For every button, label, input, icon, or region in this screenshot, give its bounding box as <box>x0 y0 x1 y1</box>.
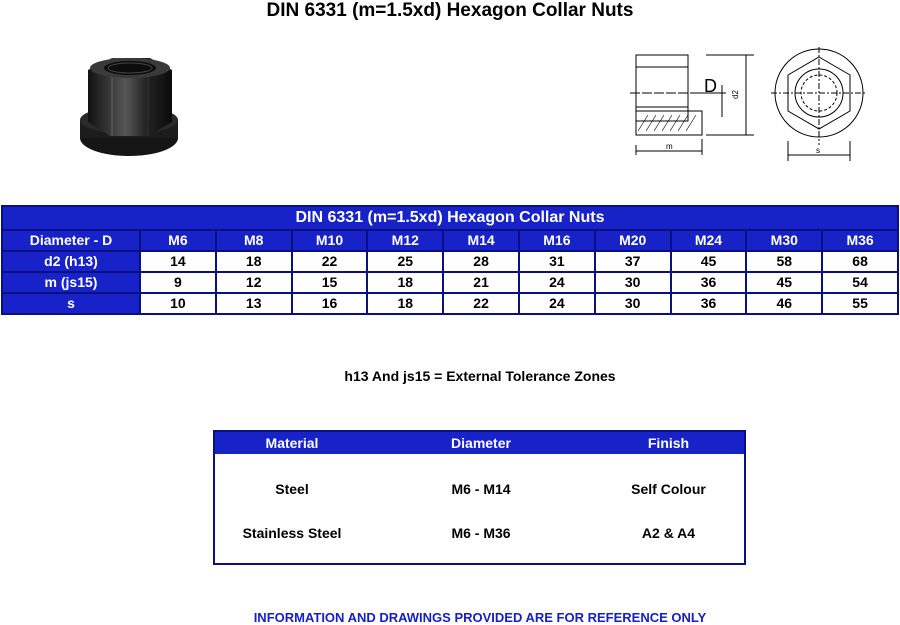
material-cell: Stainless Steel <box>242 525 342 541</box>
finish-cell: Self Colour <box>631 481 706 497</box>
dim-D-label: D <box>704 76 717 96</box>
table-cell: 31 <box>519 251 595 272</box>
diameter-header: Diameter <box>451 435 511 451</box>
dimensions-table <box>1 205 899 315</box>
dim-d2-label: d2 <box>731 90 740 99</box>
material-table <box>213 430 746 565</box>
tolerance-note: h13 And js15 = External Tolerance Zones <box>344 368 616 384</box>
table-cell: 22 <box>443 293 519 314</box>
size-header: M10 <box>292 230 368 251</box>
dim-s-label: s <box>816 146 820 155</box>
size-header: M16 <box>519 230 595 251</box>
row-label: m (js15) <box>2 272 140 293</box>
table-cell: 18 <box>367 293 443 314</box>
table-cell: 54 <box>822 272 898 293</box>
size-header: M20 <box>595 230 671 251</box>
table-cell: 22 <box>292 251 368 272</box>
diameter-label: Diameter - D <box>2 230 140 251</box>
size-header: M12 <box>367 230 443 251</box>
table-cell: 36 <box>671 293 747 314</box>
row-label: s <box>2 293 140 314</box>
table-cell: 18 <box>367 272 443 293</box>
table-cell: 14 <box>140 251 216 272</box>
collar-nut-photo <box>78 50 180 158</box>
table-cell: 58 <box>746 251 822 272</box>
material-header-row <box>215 432 744 454</box>
row-label: d2 (h13) <box>2 251 140 272</box>
table-cell: 30 <box>595 272 671 293</box>
table-cell: 45 <box>671 251 747 272</box>
table-cell: 46 <box>746 293 822 314</box>
size-header: M8 <box>216 230 292 251</box>
table-cell: 55 <box>822 293 898 314</box>
table-row <box>2 251 898 272</box>
size-header: M24 <box>671 230 747 251</box>
finish-header: Finish <box>647 435 690 451</box>
table-cell: 36 <box>671 272 747 293</box>
table-row <box>215 481 744 497</box>
table-cell: 21 <box>443 272 519 293</box>
table-cell: 25 <box>367 251 443 272</box>
material-cell: Steel <box>275 481 309 497</box>
table-cell: 28 <box>443 251 519 272</box>
collar-nut-drawing <box>626 45 866 165</box>
table-cell: 37 <box>595 251 671 272</box>
finish-cell: A2 & A4 <box>641 525 696 541</box>
table-cell: 12 <box>216 272 292 293</box>
table-cell: 13 <box>216 293 292 314</box>
diameter-cell: M6 - M14 <box>451 481 511 497</box>
material-header: Material <box>265 435 319 451</box>
disclaimer-footer: INFORMATION AND DRAWINGS PROVIDED ARE FOR REFERENCE ONLY <box>253 610 707 625</box>
table-row <box>2 293 898 314</box>
table-cell: 30 <box>595 293 671 314</box>
table-cell: 16 <box>292 293 368 314</box>
table-cell: 24 <box>519 293 595 314</box>
size-header-row <box>2 230 898 251</box>
table-cell: 18 <box>216 251 292 272</box>
size-header: M30 <box>746 230 822 251</box>
table-row <box>2 272 898 293</box>
dim-m-label: m <box>666 142 673 151</box>
diameter-cell: M6 - M36 <box>451 525 511 541</box>
size-header: M6 <box>140 230 216 251</box>
table-cell: 24 <box>519 272 595 293</box>
table-cell: 10 <box>140 293 216 314</box>
table-cell: 9 <box>140 272 216 293</box>
table-cell: 15 <box>292 272 368 293</box>
page-title: DIN 6331 (m=1.5xd) Hexagon Collar Nuts <box>266 0 634 21</box>
table-row <box>215 525 744 541</box>
table-banner: DIN 6331 (m=1.5xd) Hexagon Collar Nuts <box>2 206 898 230</box>
size-header: M14 <box>443 230 519 251</box>
size-header: M36 <box>822 230 898 251</box>
table-cell: 68 <box>822 251 898 272</box>
table-cell: 45 <box>746 272 822 293</box>
